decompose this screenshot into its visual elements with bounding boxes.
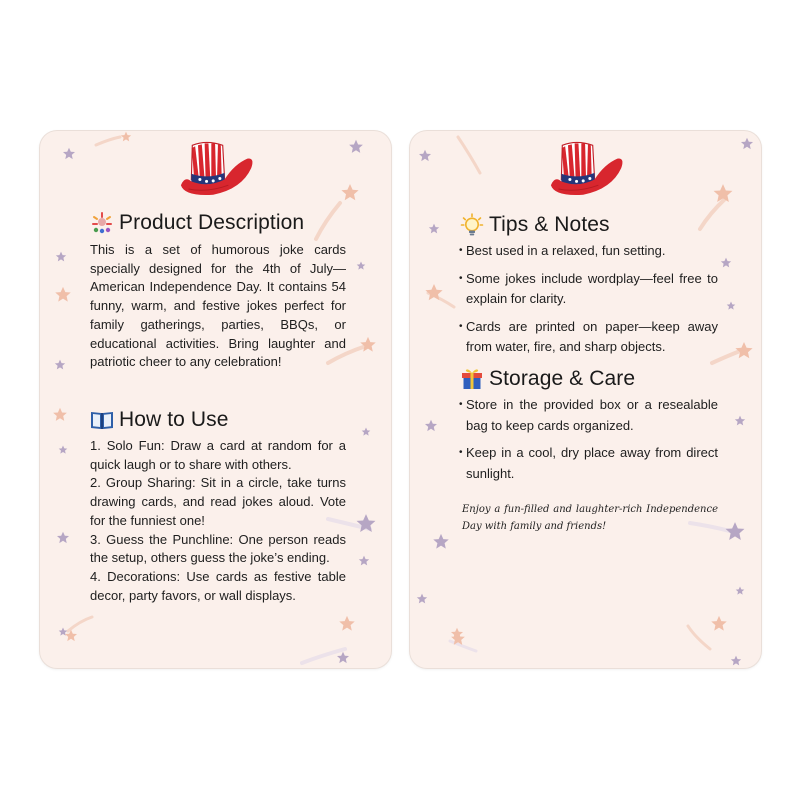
product-description-title: Product Description <box>119 211 305 234</box>
tips-notes-list <box>460 241 718 365</box>
tips-notes-title: Tips & Notes <box>489 213 610 236</box>
tips-notes-heading <box>460 213 610 237</box>
storage-care-heading <box>460 367 635 391</box>
how-to-use-step: 1. Solo Fun: Draw a card at random for a quick laugh or to share with others. <box>90 438 346 472</box>
product-description-text <box>90 241 346 372</box>
how-to-use-step: 3. Guess the Punchline: One person reads the setup, others guess the joke’s ending. <box>90 531 346 566</box>
product-description-heading <box>90 211 304 235</box>
how-to-use-steps <box>90 437 346 605</box>
right-card-content <box>410 131 761 668</box>
list-item: • Keep in a cool, dry place away from direct sunlight. <box>460 443 718 484</box>
storage-care-list <box>460 395 718 491</box>
list-item: • Cards are printed on paper—keep away from water, fire, and sharp objects. <box>460 317 718 358</box>
left-card-content <box>40 131 391 668</box>
list-item: • Best used in a relaxed, fun setting. <box>460 241 718 262</box>
gift-box-icon <box>460 367 484 391</box>
how-to-use-title: How to Use <box>119 408 229 431</box>
storage-care-title: Storage & Care <box>489 367 636 390</box>
list-item: • Some jokes include wordplay—feel free to explain for clarity. <box>460 269 718 310</box>
list-item: • Store in the provided box or a resealable bag to keep cards organized. <box>460 395 718 436</box>
closing-message: Enjoy a fun-filled and laughter-rich Independence Day with family and friends! <box>462 504 718 532</box>
lightbulb-icon <box>460 213 484 237</box>
how-to-use-heading <box>90 408 229 432</box>
how-to-use-step: 2. Group Sharing: Sit in a circle, take turns drawing cards, and read jokes aloud. Vote for the funniest one! <box>90 475 346 528</box>
right-info-card <box>410 131 761 668</box>
product-description-paragraph: This is a set of humorous joke cards specially designed for the 4th of July—American Independence Day. It contains 54 funny, warm, and festive jokes perfect for family gatherings, parties, BBQs, or educational activities. Bring laughter and patriotic cheer to any celebration! <box>90 242 346 370</box>
open-book-icon <box>90 408 114 432</box>
how-to-use-step: 4. Decorations: Use cards as festive table decor, party favors, or wall displays. <box>90 568 346 603</box>
fireworks-icon <box>90 211 114 235</box>
left-info-card <box>40 131 391 668</box>
